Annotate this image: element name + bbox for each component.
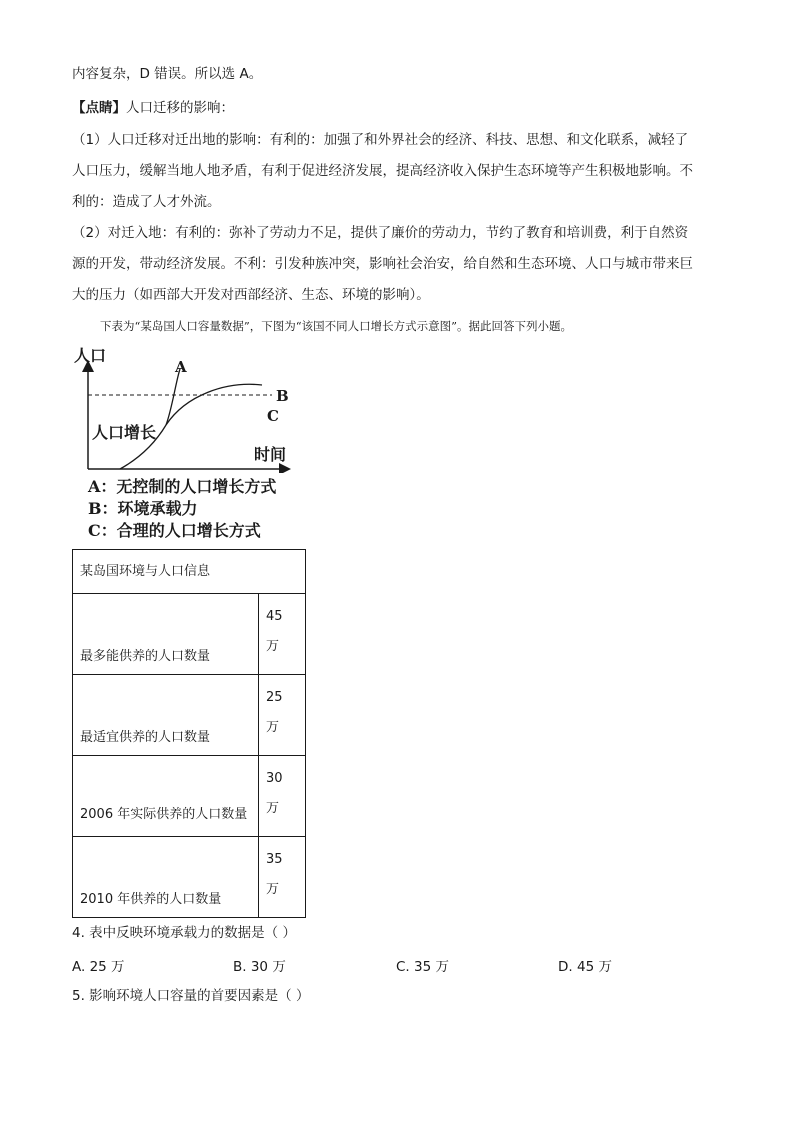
curve-label: 人口增长 [92,423,157,442]
row-label: 2010 年供养的人口数量 [80,892,222,907]
para1-line1: （1）人口迁移对迁出地的影响：有利的：加强了和外界社会的经济、科技、思想、和文化联系，减轻了 [72,132,689,148]
y-axis-label: 人口 [74,346,107,365]
row-label: 最多能供养的人口数量 [80,649,211,664]
table-row [73,837,306,918]
x-axis-label: 时间 [254,445,287,464]
row-number: 25 [266,690,283,705]
row-value-cell [259,675,306,756]
q4-option-d[interactable]: D. 45 万 [558,959,612,975]
question-intro: 下表为“某岛国人口容量数据”，下图为“该国不同人口增长方式示意图”。据此回答下列小题。 [100,319,573,333]
row-unit: 万 [266,801,280,816]
tip-tag: 【点睛】 [72,100,126,116]
row-value-cell [259,837,306,918]
row-unit: 万 [266,882,280,897]
population-table [72,549,306,918]
para2-line3: 大的压力（如西部大开发对西部经济、生态、环境的影响）。 [72,287,430,303]
row-number: 30 [266,771,283,786]
row-label: 最适宜供养的人口数量 [80,730,211,745]
row-number: 35 [266,852,283,867]
para1-line2: 人口压力，缓解当地人地矛盾，有利于促进经济发展，提高经济收入保护生态环境等产生积极地影响。不 [72,163,693,179]
label-c: C [267,407,279,425]
legend-a: A：无控制的人口增长方式 [88,477,277,496]
table-header-row [73,550,306,594]
legend-b: B：环境承载力 [88,499,198,518]
curve-c [166,384,262,425]
label-b: B [276,387,289,405]
row-label-cell [73,756,259,837]
row-label-cell [73,837,259,918]
para1-line3: 利的：造成了人才外流。 [72,194,221,210]
question-4: 4. 表中反映环境承载力的数据是（ ） [72,925,296,941]
row-value-cell [259,594,306,675]
table-row [73,756,306,837]
answer-conclusion: 内容复杂，D 错误。所以选 A。 [72,66,263,82]
q4-option-b[interactable]: B. 30 万 [233,959,286,975]
para2-line2: 源的开发，带动经济发展。不利：引发种族冲突，影响社会治安，给自然和生态环境、人口与城市带来巨 [72,256,693,272]
table-row [73,594,306,675]
table-header: 某岛国环境与人口信息 [73,550,306,594]
question-5: 5. 影响环境人口容量的首要因素是（ ） [72,988,310,1004]
table-row [73,675,306,756]
label-a: A [175,358,187,376]
tip-heading [72,98,234,118]
row-label-cell [73,594,259,675]
q4-option-a[interactable]: A. 25 万 [72,959,125,975]
row-value-cell [259,756,306,837]
row-unit: 万 [266,639,280,654]
tip-title: 人口迁移的影响： [126,100,234,116]
row-label-cell [73,675,259,756]
para2-line1: （2）对迁入地：有利的：弥补了劳动力不足，提供了廉价的劳动力，节约了教育和培训费，利于自然资 [72,225,689,241]
row-number: 45 [266,609,283,624]
population-growth-diagram [66,343,306,473]
legend-c: C：合理的人口增长方式 [88,521,261,540]
row-unit: 万 [266,720,280,735]
row-label: 2006 年实际供养的人口数量 [80,807,248,822]
q4-option-c[interactable]: C. 35 万 [396,959,449,975]
